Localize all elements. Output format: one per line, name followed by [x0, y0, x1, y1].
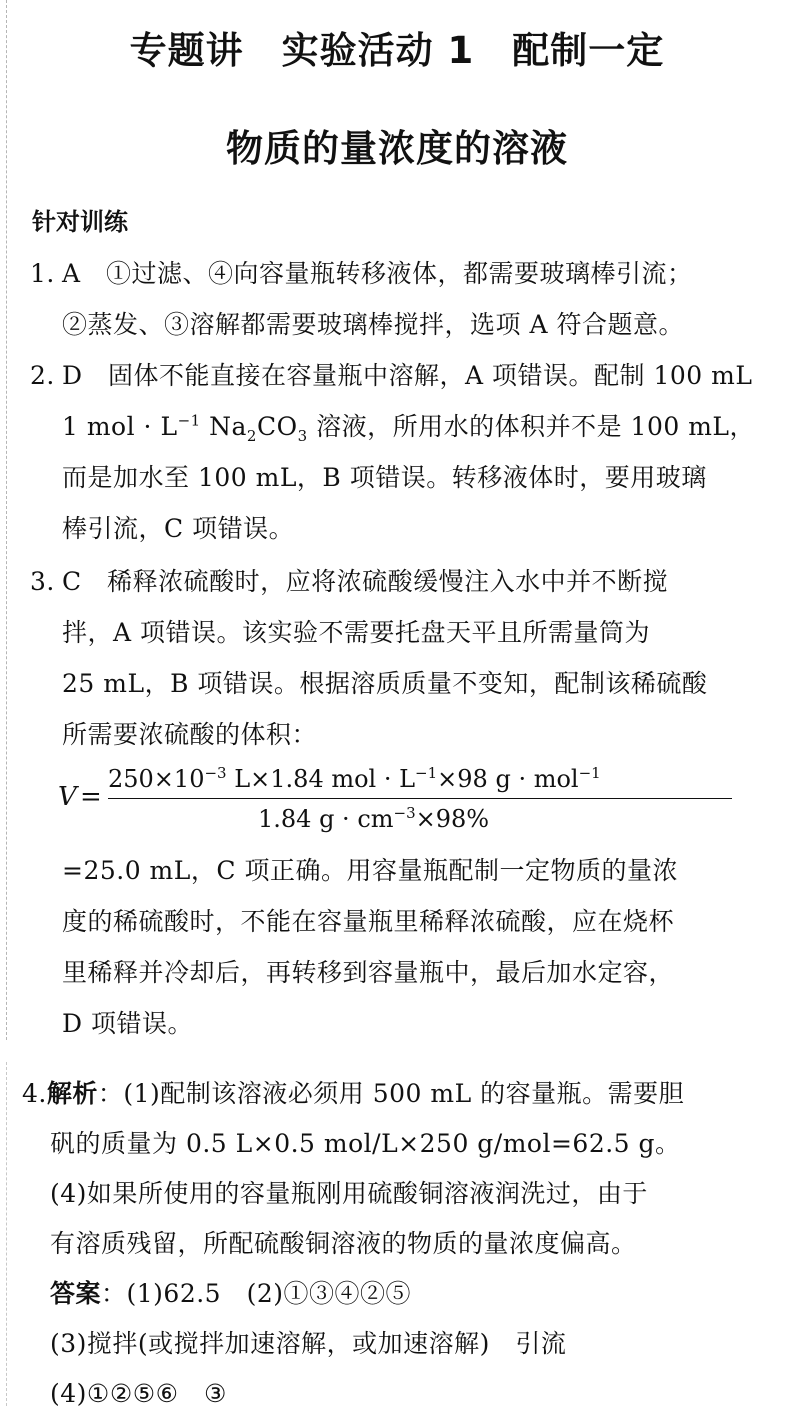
q3-line5: =25.0 mL，C 项正确。用容量瓶配制一定物质的量浓 — [62, 856, 678, 885]
q4-line3: (4)如果所使用的容量瓶刚用硫酸铜溶液润洗过，由于 — [50, 1179, 648, 1208]
q2-text2a: 1 mol · L — [62, 412, 178, 441]
q4-answer1: ：(1)62.5 (2)①③④②⑤ — [101, 1279, 412, 1308]
q2-number: 2. — [30, 361, 55, 390]
q3-line6: 度的稀硫酸时，不能在容量瓶里稀释浓硫酸，应在烧杯 — [62, 907, 675, 936]
q3-line1 — [30, 562, 668, 598]
q4-number: 4. — [22, 1079, 47, 1108]
q2-text1: D 固体不能直接在容量瓶中溶解，A 项错误。配制 100 mL — [62, 361, 753, 390]
q4-answer-line1 — [50, 1274, 411, 1310]
q2-sup: −1 — [177, 411, 201, 430]
q3-line2: 拌，A 项错误。该实验不需要托盘天平且所需量筒为 — [62, 618, 651, 647]
section-heading: 针对训练 — [32, 208, 128, 236]
q4-answer-line2: (3)搅拌(或搅拌加速溶解，或加速溶解) 引流 — [50, 1329, 567, 1358]
q2-text2b: Na — [200, 412, 247, 441]
formula-n1: 250×10 — [108, 765, 205, 793]
q4-analysis-label: 解析 — [46, 1079, 98, 1108]
formula-d2: ×98% — [415, 805, 490, 833]
q1-text1: A ①过滤、④向容量瓶转移液体，都需要玻璃棒引流； — [62, 259, 693, 288]
q4-answer-line3: (4)①②⑤⑥ ③ — [50, 1379, 227, 1408]
q4-line1 — [22, 1074, 684, 1110]
q4-line2: 矾的质量为 0.5 L×0.5 mol/L×250 g/mol=62.5 g。 — [50, 1129, 681, 1158]
q2-sub2: 3 — [297, 427, 308, 445]
q1-line2: ②蒸发、③溶解都需要玻璃棒搅拌，选项 A 符合题意。 — [62, 310, 684, 339]
q2-line1 — [30, 356, 752, 392]
q2-line2 — [62, 407, 755, 445]
fraction-bar — [108, 798, 732, 799]
q2-line3: 而是加水至 100 mL，B 项错误。转移液体时，要用玻璃 — [62, 463, 707, 492]
q1-number: 1. — [30, 259, 55, 288]
q3-line4: 所需要浓硫酸的体积： — [62, 720, 318, 749]
q4-answer-label: 答案 — [50, 1279, 102, 1308]
q2-sub1: 2 — [246, 427, 257, 445]
formula-n2: L×1.84 mol · L — [226, 765, 416, 793]
q3-text1: C 稀释浓硫酸时，应将浓硫酸缓慢注入水中并不断搅 — [62, 567, 669, 596]
q3-line3: 25 mL，B 项错误。根据溶质质量不变知，配制该稀硫酸 — [62, 669, 708, 698]
q2-text2c: CO — [256, 412, 298, 441]
q4-text1: ：(1)配制该溶液必须用 500 mL 的容量瓶。需要胆 — [97, 1079, 685, 1108]
q3-line7: 里稀释并冷却后，再转移到容量瓶中，最后加水定容， — [62, 958, 675, 987]
page-title-line2: 物质的量浓度的溶液 — [226, 127, 568, 170]
formula-d1-sup: −3 — [393, 804, 416, 822]
page-title-line1: 专题讲 实验活动 1 配制一定 — [129, 29, 665, 72]
formula-n3: ×98 g · mol — [437, 765, 579, 793]
q3-line8: D 项错误。 — [62, 1009, 193, 1038]
q1-line1 — [30, 254, 693, 290]
dashed-margin-line-lower — [6, 1062, 7, 1406]
q4-line4: 有溶质残留，所配硫酸铜溶液的物质的量浓度偏高。 — [50, 1229, 637, 1258]
formula-n3-sup: −1 — [578, 764, 601, 782]
formula-numerator — [108, 764, 601, 793]
formula-variable: V — [58, 782, 77, 812]
q3-number: 3. — [30, 567, 55, 596]
formula-denominator — [258, 804, 489, 833]
formula-d1: 1.84 g · cm — [258, 805, 394, 833]
q2-line4: 棒引流，C 项错误。 — [62, 514, 295, 543]
q2-text2d: 溶液，所用水的体积并不是 100 mL， — [307, 412, 756, 441]
formula-n2-sup: −1 — [415, 764, 438, 782]
formula-equals: = — [80, 782, 102, 812]
formula-n1-sup: −3 — [204, 764, 227, 782]
